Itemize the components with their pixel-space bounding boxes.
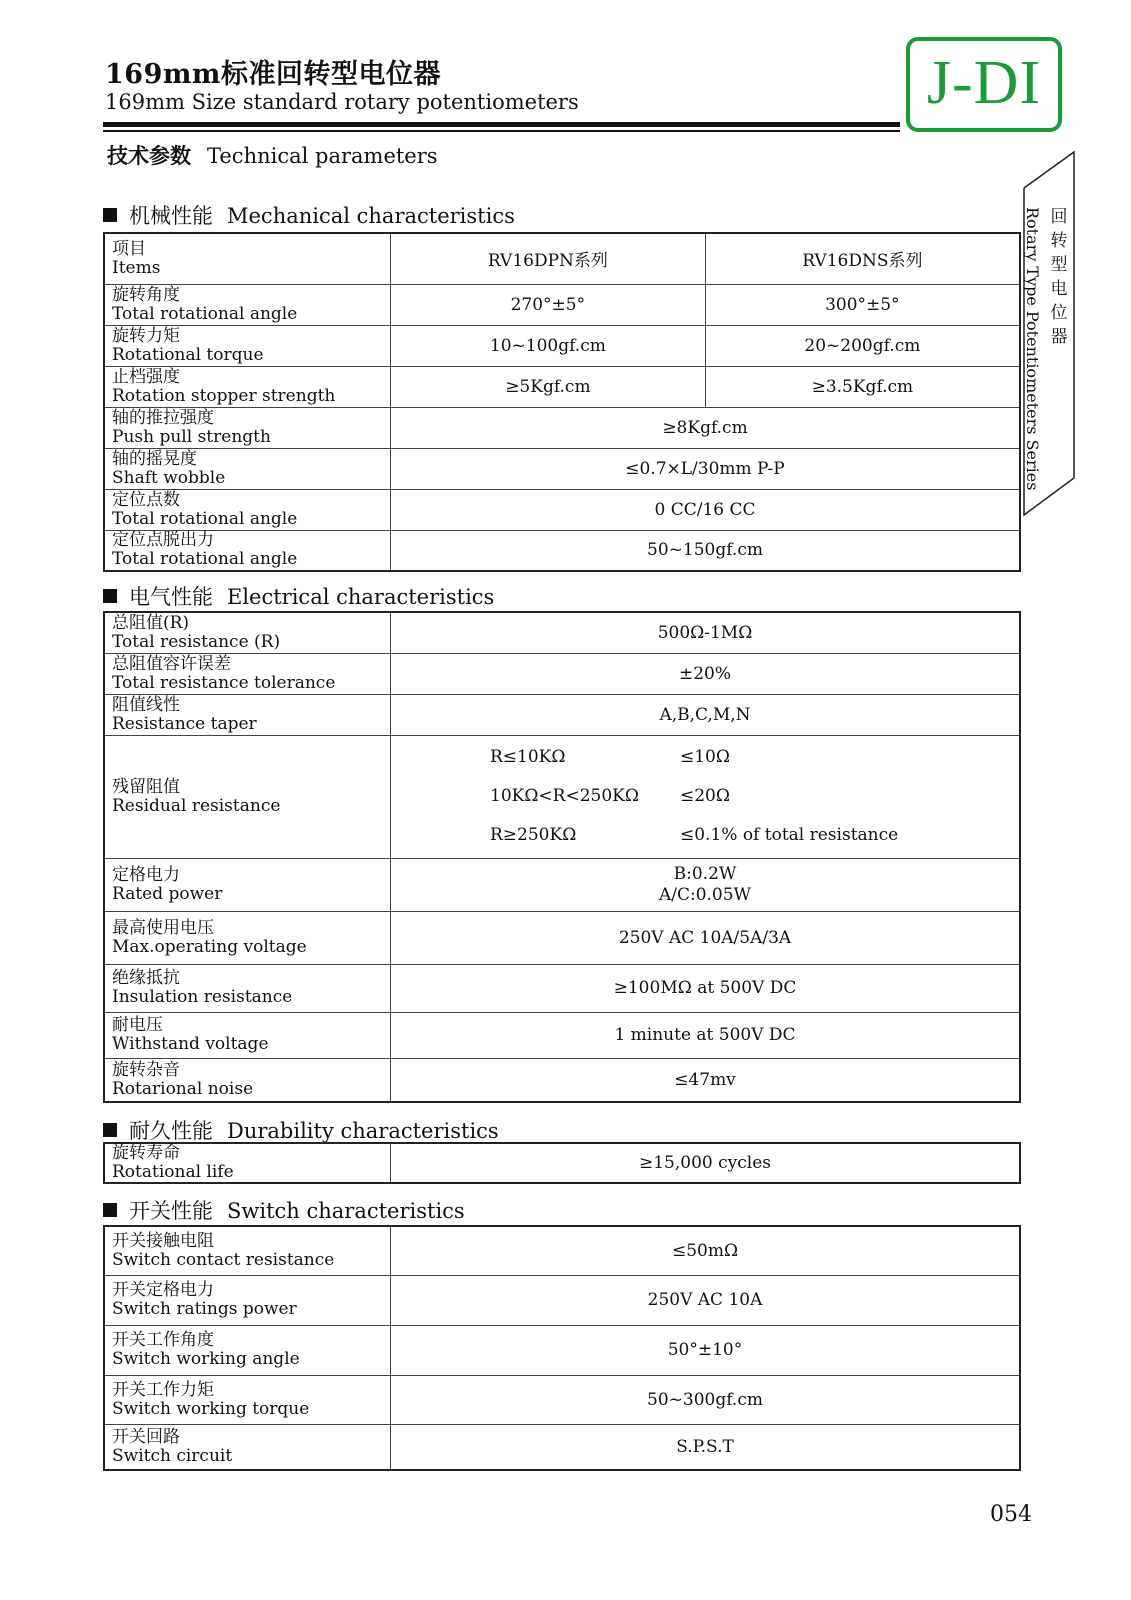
residual-grid — [391, 747, 1019, 846]
table-row — [104, 448, 1020, 489]
section-en: Switch characteristics — [227, 1199, 465, 1223]
column-header: RV16DPN系列 — [391, 233, 706, 284]
value-cell: 10~100gf.cm — [391, 325, 706, 366]
column-header: RV16DNS系列 — [705, 233, 1020, 284]
value-cell — [391, 735, 1021, 858]
item-cell: 最高使用电压 Max.operating voltage — [104, 911, 391, 964]
item-cell: 定位点数 Total rotational angle — [104, 489, 391, 530]
table-row — [104, 1058, 1020, 1102]
header-rule-thick — [103, 122, 900, 127]
technical-parameters-heading — [107, 140, 438, 170]
item-cell: 开关定格电力 Switch ratings power — [104, 1275, 391, 1325]
page-title-cn: 169mm标准回转型电位器 — [105, 59, 441, 90]
table-row — [104, 911, 1020, 964]
value-cell: 270°±5° — [391, 284, 706, 325]
table-row — [104, 530, 1020, 571]
item-cell: 开关回路 Switch circuit — [104, 1424, 391, 1470]
value-cell: ±20% — [391, 653, 1021, 694]
value-cell: ≤0.7×L/30mm P-P — [391, 448, 1021, 489]
item-cell: 总阻值(R) Total resistance (R) — [104, 612, 391, 653]
table-row — [104, 694, 1020, 735]
section-cn: 电气性能 — [129, 585, 213, 609]
item-cell: 项目 Items — [104, 233, 391, 284]
value-cell: ≤50mΩ — [391, 1226, 1021, 1275]
value-cell: ≥8Kgf.cm — [391, 407, 1021, 448]
item-cell: 定格电力 Rated power — [104, 858, 391, 911]
value-cell: 50°±10° — [391, 1325, 1021, 1375]
mechanical-table — [103, 232, 1021, 572]
table-row — [104, 1325, 1020, 1375]
square-bullet-icon — [103, 1123, 117, 1137]
item-cell: 旋转杂音 Rotarional noise — [104, 1058, 391, 1102]
table-row — [104, 612, 1020, 653]
value-cell: ≥15,000 cycles — [391, 1143, 1021, 1183]
residual-value: ≤20Ω — [680, 786, 730, 806]
item-cell: 总阻值容许误差 Total resistance tolerance — [104, 653, 391, 694]
table-row — [104, 1375, 1020, 1424]
item-cell: 旋转寿命 Rotational life — [104, 1143, 391, 1183]
value-cell: B:0.2W A/C:0.05W — [391, 858, 1021, 911]
value-cell: 50~300gf.cm — [391, 1375, 1021, 1424]
item-cell: 开关接触电阻 Switch contact resistance — [104, 1226, 391, 1275]
table-row — [104, 653, 1020, 694]
item-cell: 绝缘抵抗 Insulation resistance — [104, 964, 391, 1012]
item-cell: 定位点脱出力 Total rotational angle — [104, 530, 391, 571]
square-bullet-icon — [103, 589, 117, 603]
residual-condition: 10KΩ<R<250KΩ — [490, 786, 639, 806]
tech-cn: 技术参数 — [107, 143, 191, 168]
item-cell: 止档强度 Rotation stopper strength — [104, 366, 391, 407]
page-number: 054 — [990, 1502, 1032, 1527]
value-cell: 20~200gf.cm — [705, 325, 1020, 366]
section-cn: 耐久性能 — [129, 1119, 213, 1143]
durability-table — [103, 1142, 1021, 1184]
residual-value: ≤0.1% of total resistance — [680, 825, 899, 845]
table-row — [104, 284, 1020, 325]
side-tab-en: Rotary Type Potentiometers Series — [1023, 207, 1042, 491]
value-cell: ≤47mv — [391, 1058, 1021, 1102]
section-en: Mechanical characteristics — [227, 204, 515, 228]
value-cell: 0 CC/16 CC — [391, 489, 1021, 530]
table-row — [104, 735, 1020, 858]
side-tab-cn: 回转型电位器 — [1050, 207, 1068, 347]
table-row — [104, 858, 1020, 911]
tech-en: Technical parameters — [207, 144, 438, 168]
section-en: Durability characteristics — [227, 1119, 499, 1143]
value-cell: ≥5Kgf.cm — [391, 366, 706, 407]
item-cell: 轴的推拉强度 Push pull strength — [104, 407, 391, 448]
value-cell: 250V AC 10A/5A/3A — [391, 911, 1021, 964]
table-row — [104, 489, 1020, 530]
section-heading-switch — [103, 1195, 465, 1225]
item-cell: 耐电压 Withstand voltage — [104, 1012, 391, 1058]
residual-value: ≤10Ω — [680, 747, 730, 767]
square-bullet-icon — [103, 1203, 117, 1217]
item-cell: 残留阻值 Residual resistance — [104, 735, 391, 858]
item-cell: 轴的摇晃度 Shaft wobble — [104, 448, 391, 489]
value-cell: ≥100MΩ at 500V DC — [391, 964, 1021, 1012]
table-row — [104, 1275, 1020, 1325]
value-cell: A,B,C,M,N — [391, 694, 1021, 735]
item-cell: 开关工作力矩 Switch working torque — [104, 1375, 391, 1424]
table-row — [104, 366, 1020, 407]
value-cell: ≥3.5Kgf.cm — [705, 366, 1020, 407]
residual-condition: R≥250KΩ — [490, 825, 577, 845]
switch-table — [103, 1225, 1021, 1471]
table-row — [104, 1012, 1020, 1058]
value-cell: 500Ω-1MΩ — [391, 612, 1021, 653]
section-cn: 机械性能 — [129, 204, 213, 228]
page-title-en: 169mm Size standard rotary potentiometers — [105, 90, 579, 114]
value-cell: 1 minute at 500V DC — [391, 1012, 1021, 1058]
square-bullet-icon — [103, 208, 117, 222]
section-cn: 开关性能 — [129, 1199, 213, 1223]
section-en: Electrical characteristics — [227, 585, 495, 609]
residual-condition: R≤10KΩ — [490, 747, 566, 767]
table-row — [104, 1226, 1020, 1275]
electrical-table — [103, 611, 1021, 1103]
table-row — [104, 964, 1020, 1012]
table-row — [104, 325, 1020, 366]
table-row — [104, 1424, 1020, 1470]
value-cell: S.P.S.T — [391, 1424, 1021, 1470]
value-cell: 250V AC 10A — [391, 1275, 1021, 1325]
table-row — [104, 407, 1020, 448]
section-heading-durability — [103, 1115, 499, 1145]
section-heading-mechanical — [103, 200, 515, 230]
table-row — [104, 233, 1020, 284]
value-cell: 300°±5° — [705, 284, 1020, 325]
header-rule-thin — [103, 130, 900, 132]
item-cell: 旋转角度 Total rotational angle — [104, 284, 391, 325]
item-cell: 阻值线性 Resistance taper — [104, 694, 391, 735]
item-cell: 旋转力矩 Rotational torque — [104, 325, 391, 366]
section-heading-electrical — [103, 581, 494, 611]
item-cell: 开关工作角度 Switch working angle — [104, 1325, 391, 1375]
table-row — [104, 1143, 1020, 1183]
value-cell: 50~150gf.cm — [391, 530, 1021, 571]
brand-logo: J-DI — [906, 37, 1062, 132]
